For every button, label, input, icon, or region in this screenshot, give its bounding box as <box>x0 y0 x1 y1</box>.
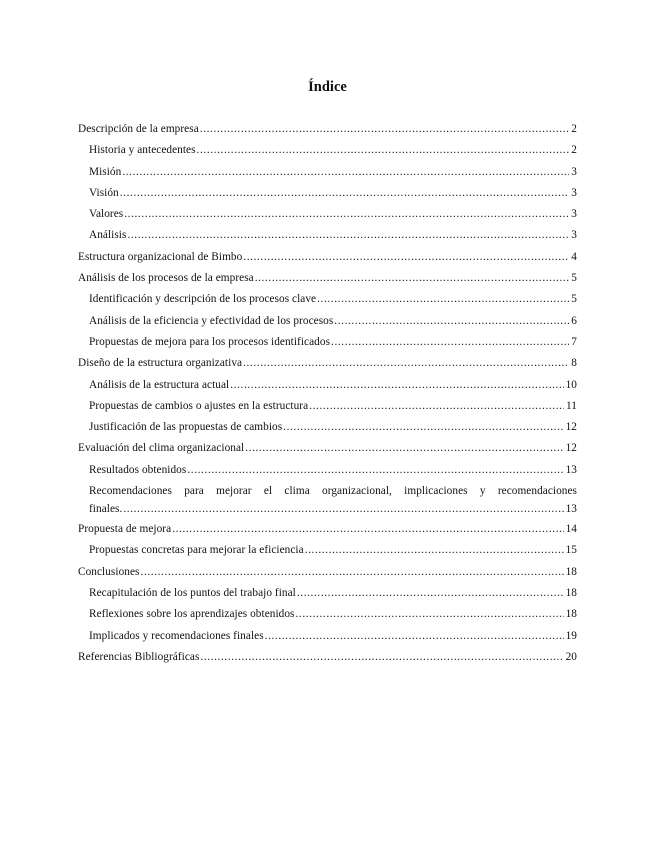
toc-entry-text: Referencias Bibliográficas <box>78 650 200 663</box>
toc-page-number: 3 <box>571 208 577 221</box>
toc-entry-text: Identificación y descripción de los procesos clave <box>89 293 317 306</box>
dot-leader <box>245 438 563 459</box>
toc-entry-text: Diseño de la estructura organizativa <box>78 357 243 370</box>
toc-subentry[interactable] <box>78 626 577 647</box>
toc-entry-text: Propuestas concretas para mejorar la eficiencia <box>89 544 304 557</box>
page-title: Índice <box>308 79 347 95</box>
toc-entry-text: Evaluación del clima organizacional <box>78 442 245 455</box>
dot-leader <box>200 647 563 668</box>
toc-subentry[interactable] <box>78 311 577 332</box>
toc-subentry[interactable] <box>78 396 577 417</box>
toc-page-number: 5 <box>571 272 577 285</box>
dot-leader <box>255 268 570 289</box>
toc-page-number: 11 <box>566 399 577 412</box>
toc-entry-text: Descripción de la empresa <box>78 123 199 135</box>
toc-page-number: 14 <box>565 523 577 536</box>
toc-page-number: 15 <box>565 544 577 557</box>
toc-entry[interactable] <box>78 268 577 289</box>
toc-entry-text: Visión <box>89 186 119 199</box>
dot-leader <box>120 183 570 204</box>
dot-leader <box>334 311 569 332</box>
toc-page-number: 5 <box>571 293 577 306</box>
toc-subentry[interactable] <box>78 583 577 604</box>
toc-page-number: 18 <box>565 608 577 621</box>
toc-subentry[interactable] <box>78 289 577 310</box>
toc-subentry[interactable] <box>78 417 577 438</box>
toc-entry-text: Análisis de la estructura actual <box>89 378 230 391</box>
toc-page-number: 3 <box>571 186 577 199</box>
toc-subentry[interactable] <box>78 375 577 396</box>
dot-leader <box>243 353 569 374</box>
toc-page-number: 13 <box>565 503 577 516</box>
toc-page-number: 2 <box>571 123 577 135</box>
toc-entry[interactable] <box>78 353 577 374</box>
toc-page-number: 18 <box>565 565 577 578</box>
toc-subentry[interactable] <box>78 460 577 481</box>
toc-entry-text: Misión <box>89 165 122 178</box>
toc-entry-text: Estructura organizacional de Bimbo <box>78 250 243 263</box>
toc-subentry[interactable] <box>78 204 577 225</box>
toc-page-number: 18 <box>565 586 577 599</box>
dot-leader <box>187 460 563 481</box>
toc-entry[interactable] <box>78 519 577 540</box>
toc-entry-text: Implicados y recomendaciones finales <box>89 629 264 642</box>
toc-page-number: 8 <box>571 357 577 370</box>
toc-entry-text: Recapitulación de los puntos del trabajo final <box>89 586 296 599</box>
toc-page-number: 12 <box>565 421 577 434</box>
toc-entry[interactable] <box>78 247 577 268</box>
dot-leader <box>230 375 563 396</box>
toc-page-number: 7 <box>571 335 577 348</box>
dot-leader <box>305 540 564 561</box>
toc-page-number: 10 <box>565 378 577 391</box>
toc-entry-text: Resultados obtenidos <box>89 463 187 476</box>
toc-page-number: 4 <box>571 250 577 263</box>
dot-leader <box>283 417 563 438</box>
toc-entry-text: Análisis de la eficiencia y efectividad de los procesos <box>89 314 334 327</box>
dot-leader <box>172 519 563 540</box>
toc-page-number: 20 <box>565 650 577 663</box>
toc-entry-text: Propuestas de mejora para los procesos identificados <box>89 335 331 348</box>
toc-page-number: 13 <box>565 463 577 476</box>
dot-leader <box>243 247 569 268</box>
toc-entry-text: Conclusiones <box>78 565 140 578</box>
toc-entry-text-line2: finales. <box>89 503 123 516</box>
toc-entry-text: Análisis de los procesos de la empresa <box>78 272 254 285</box>
dot-leader <box>140 562 563 583</box>
toc-entry-text: Propuestas de cambios o ajustes en la estructura <box>89 399 309 412</box>
dot-leader <box>123 500 563 519</box>
dot-leader <box>297 583 564 604</box>
dot-leader <box>317 289 569 310</box>
toc-subentry[interactable] <box>78 183 577 204</box>
dot-leader <box>331 332 569 353</box>
toc-subentry[interactable] <box>78 540 577 561</box>
toc-subentry[interactable] <box>78 140 577 161</box>
dot-leader <box>124 204 569 225</box>
toc-page-number: 6 <box>571 314 577 327</box>
toc-entry[interactable] <box>78 438 577 459</box>
toc-page-number: 3 <box>571 165 577 178</box>
dot-leader <box>296 604 564 625</box>
toc-subentry[interactable] <box>78 162 577 183</box>
toc-entry-text: Justificación de las propuestas de cambios <box>89 421 283 434</box>
toc-entry-multiline[interactable] <box>78 483 577 519</box>
toc-page-number: 19 <box>565 629 577 642</box>
toc-entry-text: Propuesta de mejora <box>78 523 172 536</box>
dot-leader <box>127 225 569 246</box>
toc-entry-text: Reflexiones sobre los aprendizajes obtenidos <box>89 608 295 621</box>
table-of-contents <box>78 119 577 668</box>
toc-entry-text: Análisis <box>89 229 127 242</box>
toc-entry[interactable] <box>78 562 577 583</box>
toc-entry-line2 <box>89 500 577 519</box>
dot-leader <box>265 626 564 647</box>
toc-page-number: 3 <box>571 229 577 242</box>
toc-subentry[interactable] <box>78 225 577 246</box>
toc-entry-text: Historia y antecedentes <box>89 144 196 157</box>
toc-page-number: 2 <box>571 144 577 157</box>
toc-subentry[interactable] <box>78 332 577 353</box>
dot-leader <box>197 140 570 161</box>
toc-page-number: 12 <box>565 442 577 455</box>
toc-subentry[interactable] <box>78 604 577 625</box>
dot-leader <box>200 119 570 140</box>
toc-entry-text: Valores <box>89 208 124 221</box>
toc-entry-text-line1: Recomendaciones para mejorar el clima organizacional, implicaciones y recomendaciones <box>89 485 577 498</box>
dot-leader <box>309 396 564 417</box>
dot-leader <box>122 162 569 183</box>
toc-entry[interactable] <box>78 119 577 140</box>
toc-entry[interactable] <box>78 647 577 668</box>
